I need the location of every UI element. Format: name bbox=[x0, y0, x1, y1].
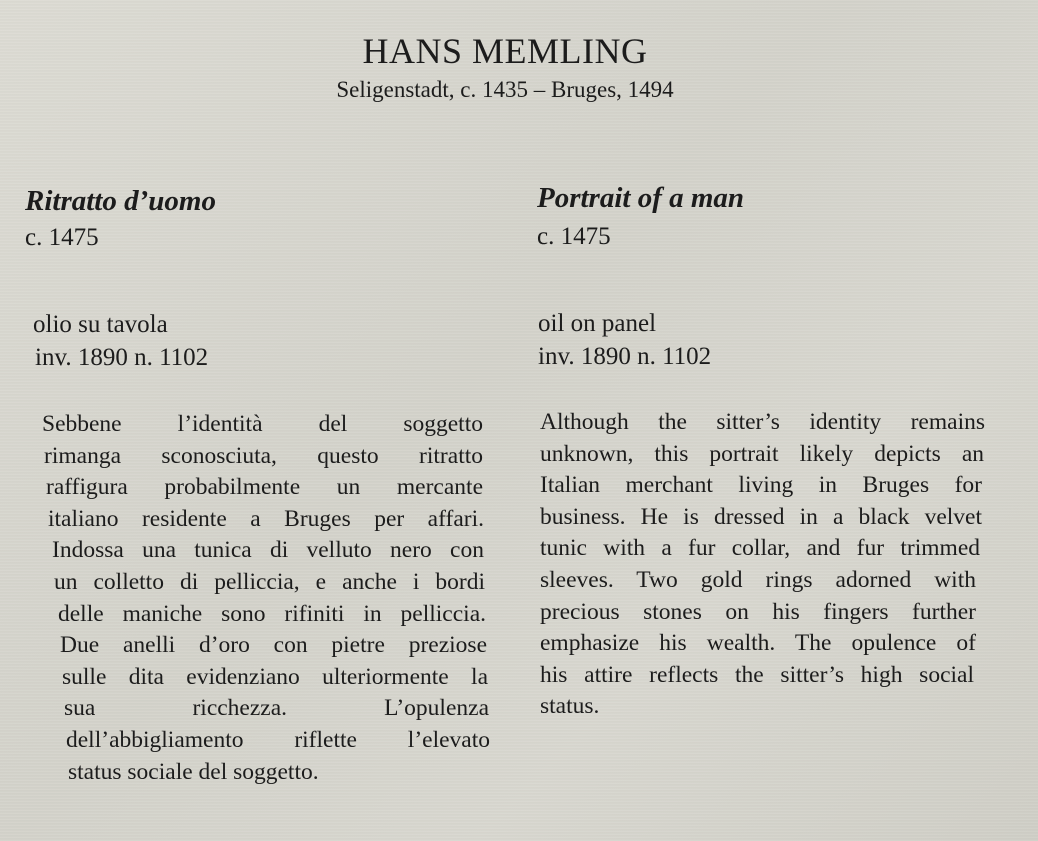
italian-description-line: italiano residente a Bruges per affari. bbox=[48, 505, 484, 532]
italian-description-line: raffigura probabilmente un mercante bbox=[46, 474, 483, 501]
italian-description-line: Due anelli d’oro con pietre preziose bbox=[60, 632, 487, 659]
italian-description-line: sua ricchezza. L’opulenza bbox=[64, 695, 489, 722]
english-work-title: Portrait of a man bbox=[537, 182, 745, 214]
english-description-line: tunic with a fur collar, and fur trimmed bbox=[540, 535, 980, 562]
italian-description-line: rimanga sconosciuta, questo ritratto bbox=[44, 442, 483, 469]
italian-description-line: Sebbene l’identità del soggetto bbox=[42, 411, 483, 437]
english-inventory-number: inv. 1890 n. 1102 bbox=[538, 343, 712, 370]
italian-work-title: Ritratto d’uomo bbox=[25, 185, 216, 217]
italian-description bbox=[42, 409, 490, 788]
english-description-line: unknown, this portrait likely depicts an bbox=[540, 440, 984, 467]
english-description-line: precious stones on his fingers further bbox=[540, 598, 976, 625]
english-description-line: emphasize his wealth. The opulence of bbox=[540, 630, 976, 657]
english-description-line: sleeves. Two gold rings adorned with bbox=[540, 566, 976, 593]
artist-life-dates: Seligenstadt, c. 1435 – Bruges, 1494 bbox=[336, 77, 674, 102]
english-description-line: Italian merchant living in Bruges for bbox=[540, 472, 982, 499]
italian-description-line: sulle dita evidenziano ulteriormente la bbox=[62, 663, 488, 690]
english-work-date: c. 1475 bbox=[537, 223, 611, 250]
english-description bbox=[540, 407, 986, 723]
italian-description-line: delle maniche sono rifiniti in pelliccia. bbox=[58, 600, 486, 627]
english-description-line: status. bbox=[540, 693, 600, 720]
english-medium: oil on panel bbox=[538, 310, 657, 337]
italian-description-line: dell’abbigliamento riflette l’elevato bbox=[66, 726, 490, 753]
artist-name: HANS MEMLING bbox=[362, 31, 648, 71]
english-description-line: business. He is dressed in a black velvet bbox=[540, 503, 982, 530]
english-description-line: his attire reflects the sitter’s high social bbox=[540, 661, 974, 688]
italian-description-line: Indossa una tunica di velluto nero con bbox=[52, 537, 484, 564]
italian-medium: olio su tavola bbox=[33, 311, 168, 338]
italian-description-line: un colletto di pelliccia, e anche i bordi bbox=[54, 568, 485, 595]
italian-inventory-number: inv. 1890 n. 1102 bbox=[35, 344, 209, 371]
italian-description-line: status sociale del soggetto. bbox=[68, 758, 319, 785]
italian-work-date: c. 1475 bbox=[25, 224, 99, 251]
english-description-line: Although the sitter’s identity remains bbox=[540, 409, 985, 435]
